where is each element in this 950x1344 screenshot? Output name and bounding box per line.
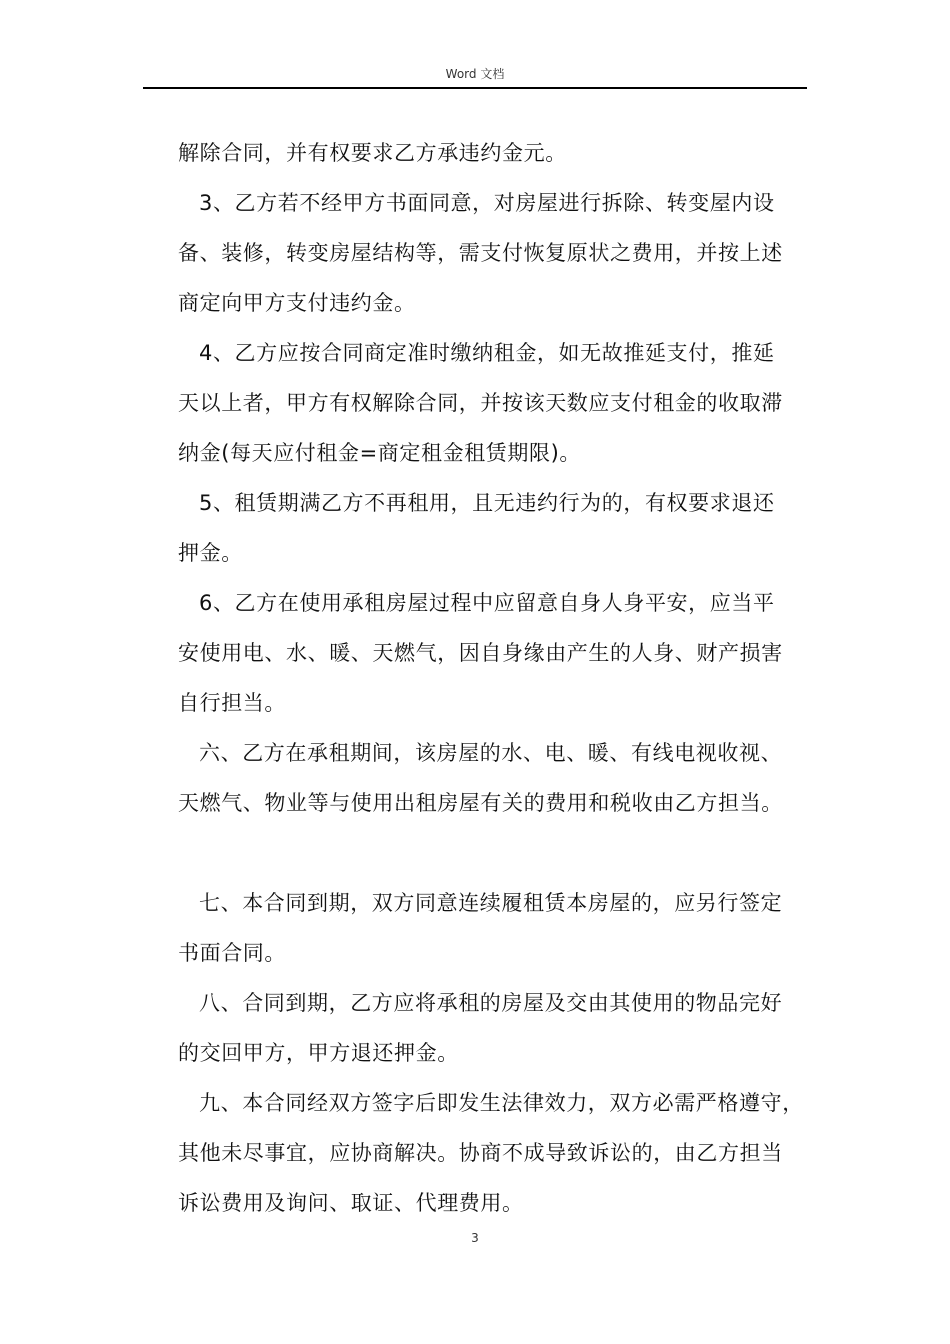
paragraph-line: 安使用电、水、暖、天燃气，因自身缘由产生的人身、财产损害 [178, 641, 783, 665]
paragraph-line: 押金。 [178, 541, 243, 565]
paragraph-line: 纳金(每天应付租金=商定租金租赁期限)。 [178, 441, 581, 465]
paragraph-line: 4、乙方应按合同商定准时缴纳租金，如无故推延支付，推延 [199, 341, 775, 365]
paragraph-line: 3、乙方若不经甲方书面同意，对房屋进行拆除、转变屋内设 [199, 191, 775, 215]
paragraph-line: 书面合同。 [178, 941, 286, 965]
page-header-title: Word 文档 [445, 67, 505, 81]
document-body [178, 128, 814, 1228]
header-divider [143, 87, 807, 89]
paragraph-line: 六、乙方在承租期间，该房屋的水、电、暖、有线电视收视、 [199, 741, 783, 765]
page-number: 3 [471, 1231, 479, 1245]
paragraph-line: 商定向甲方支付违约金。 [178, 291, 416, 315]
paragraph-line: 备、装修，转变房屋结构等，需支付恢复原状之费用，并按上述 [178, 241, 783, 265]
paragraph-spacer [178, 828, 814, 878]
paragraph-line: 5、租赁期满乙方不再租用，且无违约行为的，有权要求退还 [199, 491, 775, 515]
paragraph-line: 的交回甲方，甲方退还押金。 [178, 1041, 459, 1065]
paragraph-line: 七、本合同到期，双方同意连续履租赁本房屋的，应另行签定 [199, 891, 783, 915]
paragraph-line: 自行担当。 [178, 691, 286, 715]
paragraph-line: 解除合同，并有权要求乙方承违约金元。 [178, 141, 567, 165]
paragraph-line: 6、乙方在使用承租房屋过程中应留意自身人身平安，应当平 [199, 591, 775, 615]
paragraph-line: 其他未尽事宜，应协商解决。协商不成导致诉讼的，由乙方担当 [178, 1141, 783, 1165]
paragraph-line: 九、本合同经双方签字后即发生法律效力，双方必需严格遵守， [199, 1091, 804, 1115]
paragraph-line: 八、合同到期，乙方应将承租的房屋及交由其使用的物品完好 [199, 991, 783, 1015]
paragraph-line: 诉讼费用及询问、取证、代理费用。 [178, 1191, 524, 1215]
paragraph-line: 天燃气、物业等与使用出租房屋有关的费用和税收由乙方担当。 [178, 791, 783, 815]
paragraph-line: 天以上者，甲方有权解除合同，并按该天数应支付租金的收取滞 [178, 391, 783, 415]
